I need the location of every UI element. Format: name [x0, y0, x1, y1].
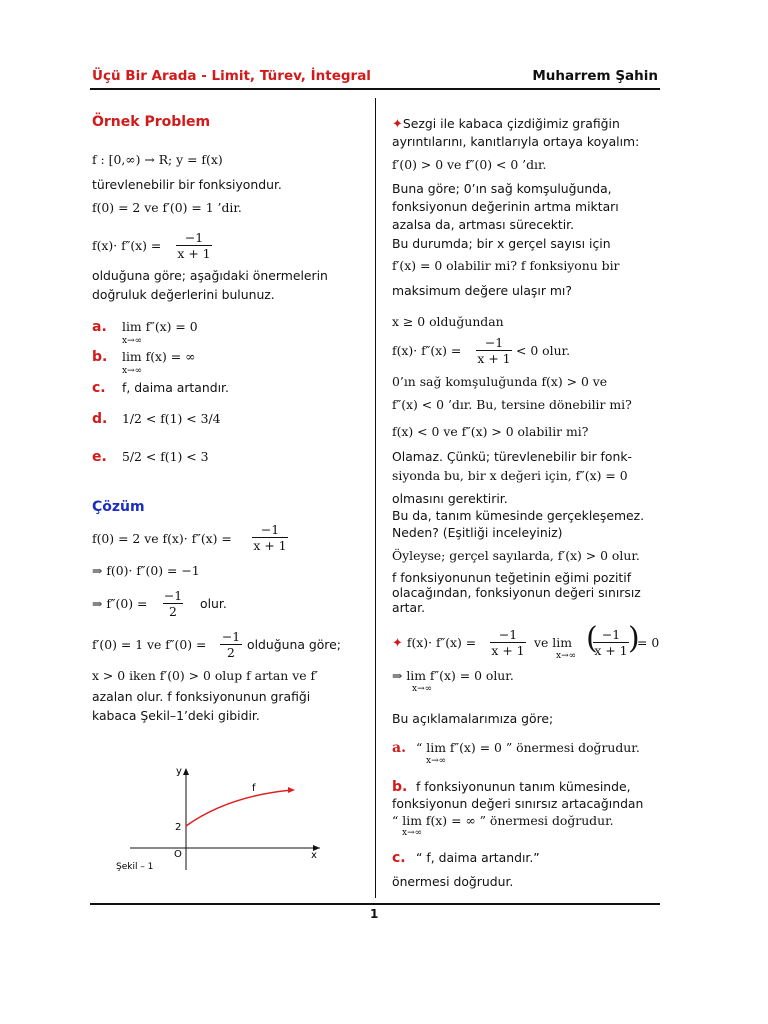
fraction-denominator: x + 1 [594, 643, 628, 658]
solution-line-5: x > 0 iken f′(0) > 0 olup f artan ve f′ [92, 668, 318, 683]
right-line-8: f′(x) = 0 olabilir mi? f fonksiyonu bir [392, 258, 620, 273]
problem-line-3: f(0) = 2 ve f′(0) = 1 ’dir. [92, 200, 242, 215]
fraction-denominator: x + 1 [177, 246, 211, 261]
equation-fraction [176, 230, 212, 262]
right-line-22: olacağından, fonksiyonun değeri sınırsız [392, 585, 641, 600]
solution-line-7: kabaca Şekil–1’deki gibidir. [92, 708, 260, 723]
fraction-denominator: x + 1 [491, 643, 525, 658]
x-axis-label: x [311, 850, 317, 861]
y-tick-label: 2 [175, 822, 182, 833]
right-fraction-24b [593, 627, 629, 659]
right-item-b [392, 779, 631, 795]
solution-line-6: azalan olur. f fonksiyonunun grafiği [92, 689, 311, 704]
right-line-30-lim-sub: x→∞ [402, 828, 423, 838]
solution-line-3: ⇒ f″(0) = [92, 596, 148, 611]
right-item-a-lim-sub: x→∞ [426, 756, 447, 766]
option-d-label: d. [92, 411, 108, 427]
solution-fraction-3 [163, 588, 183, 620]
y-axis-label: y [176, 766, 182, 777]
option-d-text: 1/2 < f(1) < 3/4 [122, 411, 221, 426]
right-line-14: f(x) < 0 ve f″(x) > 0 olabilir mi? [392, 424, 589, 439]
right-line-1 [392, 116, 620, 132]
right-line-25: ⇒ lim f″(x) = 0 olur. [392, 668, 514, 683]
right-item-b-label: b. [392, 779, 408, 795]
right-line-30: “ lim f(x) = ∞ ” önermesi doğrudur. [392, 813, 614, 828]
right-line-7: Bu durumda; bir x gerçel sayısı için [392, 236, 611, 251]
right-line-19: Neden? (Eşitliği inceleyiniz) [392, 525, 563, 540]
right-item-c-text: “ f, daima artandır.” [416, 850, 540, 865]
right-line-17: olmasını gerektirir. [392, 491, 508, 506]
fraction-denominator: 2 [227, 645, 235, 660]
star-icon: ✦ [392, 117, 403, 132]
right-line-25-lim-sub: x→∞ [412, 684, 433, 694]
solution-line-4-end: olduğuna göre; [247, 637, 341, 652]
solution-fraction-4 [220, 629, 242, 661]
left-paren: ( [586, 621, 598, 656]
fraction-numerator: −1 [252, 522, 288, 538]
footer-rule [90, 903, 660, 905]
problem-line-1: f : [0,∞) → R; y = f(x) [92, 152, 223, 167]
problem-title: Örnek Problem [92, 114, 211, 130]
author-name: Muharrem Şahin [532, 68, 658, 84]
fraction-denominator: 2 [169, 604, 177, 619]
right-fraction-11 [476, 335, 512, 367]
fraction-numerator: −1 [593, 627, 629, 643]
right-line-11-end: < 0 olur. [516, 343, 571, 358]
right-line-23: artar. [392, 600, 426, 615]
origin-label: O [174, 849, 182, 860]
right-line-32: önermesi doğrudur. [392, 874, 514, 889]
option-c-text: f, daima artandır. [122, 380, 229, 395]
right-line-1-text: Sezgi ile kabaca çizdiğimiz grafiğin [402, 116, 620, 131]
right-line-6: azalsa da, artması sürecektir. [392, 217, 575, 232]
right-item-c [392, 850, 540, 866]
right-line-24-lhs: f(x)· f″(x) = [406, 635, 477, 650]
right-line-29: fonksiyonun değeri sınırsız artacağından [392, 796, 644, 811]
figure-1-graph [110, 758, 330, 878]
right-line-3: f′(0) > 0 ve f″(0) < 0 ’dır. [392, 157, 547, 172]
curve-label: f [252, 783, 256, 794]
solution-line-1: f(0) = 2 ve f(x)· f″(x) = [92, 531, 232, 546]
fraction-denominator: x + 1 [253, 538, 287, 553]
right-line-24-lim: ve lim [534, 635, 572, 650]
equation-lhs: f(x)· f″(x) = [92, 238, 162, 253]
right-line-24-lim-sub: x→∞ [556, 651, 577, 661]
option-e-label: e. [92, 449, 107, 465]
right-line-10: x ≥ 0 olduğundan [392, 314, 504, 329]
right-line-24 [392, 635, 476, 651]
page-number: 1 [370, 907, 379, 921]
fraction-numerator: −1 [490, 627, 526, 643]
right-item-a-text: “ lim f″(x) = 0 ” önermesi doğrudur. [416, 740, 640, 755]
option-c-label: c. [92, 380, 106, 396]
solution-fraction-1 [252, 522, 288, 554]
solution-line-2: ⇒ f(0)· f″(0) = −1 [92, 563, 200, 578]
y-axis-arrow [183, 768, 189, 775]
fraction-numerator: −1 [163, 588, 183, 603]
f-curve-arrow [288, 787, 295, 793]
solution-title: Çözüm [92, 499, 145, 515]
option-b-lim-sub: x→∞ [122, 366, 143, 376]
option-b-text: lim f(x) = ∞ [122, 349, 196, 364]
solution-line-4: f′(0) = 1 ve f″(0) = [92, 637, 207, 652]
option-d [92, 411, 221, 427]
problem-line-5: olduğuna göre; aşağıdaki önermelerin [92, 268, 328, 283]
option-a-label: a. [92, 319, 107, 335]
right-line-15: Olamaz. Çünkü; türevlenebilir bir fonk- [392, 449, 632, 464]
right-line-11: f(x)· f″(x) = [392, 343, 462, 358]
problem-equation [92, 238, 161, 253]
figure-caption: Şekil – 1 [116, 862, 154, 872]
problem-line-2: türevlenebilir bir fonksiyondur. [92, 177, 282, 192]
right-line-12: 0’ın sağ komşuluğunda f(x) > 0 ve [392, 374, 608, 389]
fraction-numerator: −1 [476, 335, 512, 351]
fraction-denominator: x + 1 [477, 351, 511, 366]
right-line-5: fonksiyonun değerinin artma miktarı [392, 199, 619, 214]
right-line-16: siyonda bu, bir x değeri için, f″(x) = 0 [392, 468, 628, 483]
option-a-text: lim f″(x) = 0 [122, 319, 198, 334]
fraction-numerator: −1 [221, 629, 241, 644]
right-paren: ) [628, 621, 640, 656]
problem-line-6: doğruluk değerlerini bulunuz. [92, 287, 275, 302]
right-line-20: Öyleyse; gerçel sayılarda, f′(x) > 0 olur. [392, 548, 640, 563]
right-item-b-text: f fonksiyonunun tanım kümesinde, [416, 779, 631, 794]
fraction-numerator: −1 [176, 230, 212, 246]
right-item-c-label: c. [392, 850, 406, 866]
right-line-13: f″(x) < 0 ’dır. Bu, tersine dönebilir mi? [392, 397, 632, 412]
header-rule [90, 88, 660, 90]
right-line-4: Buna göre; 0’ın sağ komşuluğunda, [392, 181, 612, 196]
option-a-lim-sub: x→∞ [122, 336, 143, 346]
option-e [92, 449, 208, 465]
right-line-9: maksimum değere ulaşır mı? [392, 283, 572, 298]
star-icon: ✦ [392, 636, 403, 651]
right-line-24-end: = 0 [637, 635, 660, 650]
right-line-21: f fonksiyonunun teğetinin eğimi pozitif [392, 570, 632, 585]
right-line-18: Bu da, tanım kümesinde gerçekleşemez. [392, 508, 645, 523]
right-item-a-label: a. [392, 740, 406, 756]
option-a [92, 319, 198, 335]
solution-line-3-end: olur. [200, 596, 227, 611]
option-b-label: b. [92, 349, 108, 365]
option-b [92, 349, 195, 365]
column-divider [375, 98, 376, 898]
option-e-text: 5/2 < f(1) < 3 [122, 449, 209, 464]
right-line-2: ayrıntılarını, kanıtlarıyla ortaya koyalım: [392, 134, 640, 149]
f-curve [186, 790, 292, 826]
document-title: Üçü Bir Arada - Limit, Türev, İntegral [92, 68, 371, 84]
right-fraction-24 [490, 627, 526, 659]
option-c [92, 380, 229, 396]
right-line-26: Bu açıklamalarımıza göre; [392, 711, 554, 726]
right-item-a [392, 740, 640, 756]
